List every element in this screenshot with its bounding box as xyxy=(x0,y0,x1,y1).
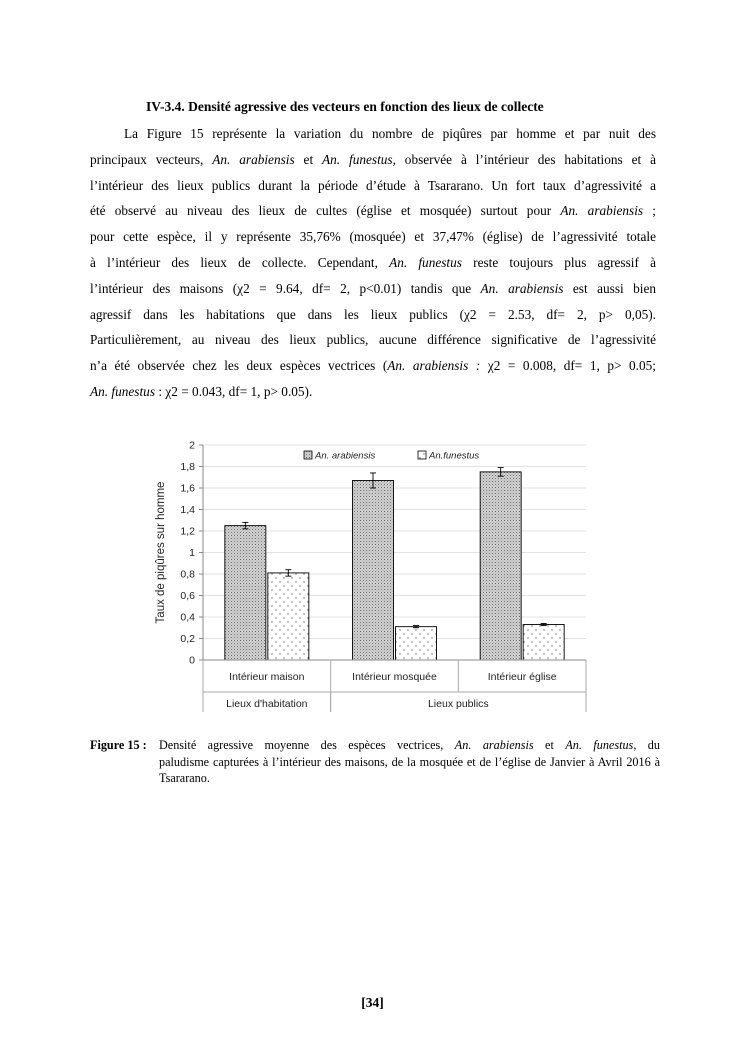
bar-funestus xyxy=(523,625,564,660)
para-line: principaux vecteurs, An. arabiensis et An. funestus, observée à l’intérieur des habitations et à xyxy=(90,151,656,167)
x-category-label: Intérieur mosquée xyxy=(352,671,437,683)
page-number: [34] xyxy=(361,995,384,1010)
y-tick-label: 0,2 xyxy=(180,633,195,645)
y-tick-label: 1,2 xyxy=(180,525,195,538)
y-axis-title: Taux de piqûres sur homme xyxy=(155,481,167,624)
legend-label: An. arabiensis xyxy=(315,450,376,462)
caption-text: Densité agressive moyenne des espèces vectrices, An. arabiensis et An. funestus, du paludisme capturées à l’intérieur des maisons, de la mosquée et de l’église de Janvier à Avril 2016 à Tsararano. xyxy=(159,738,660,786)
para-line: Particulièrement, au niveau des lieux publics, aucune différence significative de l’agressivité xyxy=(90,332,656,348)
para-line: An. funestus : χ2 = 0.043, df= 1, p> 0.05). xyxy=(90,383,313,399)
y-tick-label: 0 xyxy=(189,654,195,667)
section-heading: IV-3.4. Densité agressive des vecteurs en fonction des lieux de collecte xyxy=(146,99,544,114)
y-tick-label: 1,8 xyxy=(180,461,195,473)
x-group-label: Lieux d'habitation xyxy=(226,698,308,710)
legend-label: An.funestus xyxy=(429,450,480,462)
para-line: La Figure 15 représente la variation du nombre de piqûres par homme et par nuit des xyxy=(124,126,656,141)
para-line: à l’intérieur des lieux de collecte. Cependant, An. funestus reste toujours plus agressif à xyxy=(90,254,656,270)
para-line: pour cette espèce, il y représente 35,76% (mosquée) et 37,47% (église) de l’agressivité totale xyxy=(90,229,656,245)
x-category-label: Intérieur église xyxy=(487,671,557,683)
x-group-label: Lieux publics xyxy=(427,698,489,710)
bar-arabiensis xyxy=(353,480,394,660)
bar-funestus xyxy=(268,573,309,660)
x-category-label: Intérieur maison xyxy=(229,671,305,683)
y-tick-label: 2 xyxy=(189,439,195,452)
legend-swatch xyxy=(304,451,312,459)
y-tick-label: 0,8 xyxy=(180,568,195,581)
bar-arabiensis xyxy=(225,526,266,660)
para-line: l’intérieur des maisons (χ2 = 9.64, df= 2, p<0.01) tandis que An. arabiensis est aussi bien xyxy=(90,280,657,296)
y-tick-label: 0,6 xyxy=(180,590,195,602)
caption-label: Figure 15 : xyxy=(90,738,147,752)
bar-funestus xyxy=(396,627,437,660)
y-tick-label: 1 xyxy=(189,547,195,559)
para-line: n’a été observée chez les deux espèces vectrices (An. arabiensis : χ2 = 0.008, df= 1, p> 0.05; xyxy=(90,358,656,374)
bar-chart xyxy=(150,436,630,716)
y-tick-label: 1,4 xyxy=(180,504,195,516)
body-paragraph xyxy=(90,121,656,405)
legend-swatch xyxy=(418,451,426,459)
para-line: agressif dans les habitations que dans les lieux publics (χ2 = 2.53, df= 2, p> 0,05). xyxy=(90,306,656,322)
bar-arabiensis xyxy=(480,472,521,660)
y-tick-label: 1,6 xyxy=(180,482,195,495)
para-line: été observé au niveau des lieux de cultes (église et mosquée) surtout pour An. arabiensis ; xyxy=(90,203,657,219)
para-line: l’intérieur des lieux publics durant la période d’étude à Tsararano. Un fort taux d’agressivité a xyxy=(90,177,656,193)
y-tick-label: 0,4 xyxy=(180,611,195,624)
